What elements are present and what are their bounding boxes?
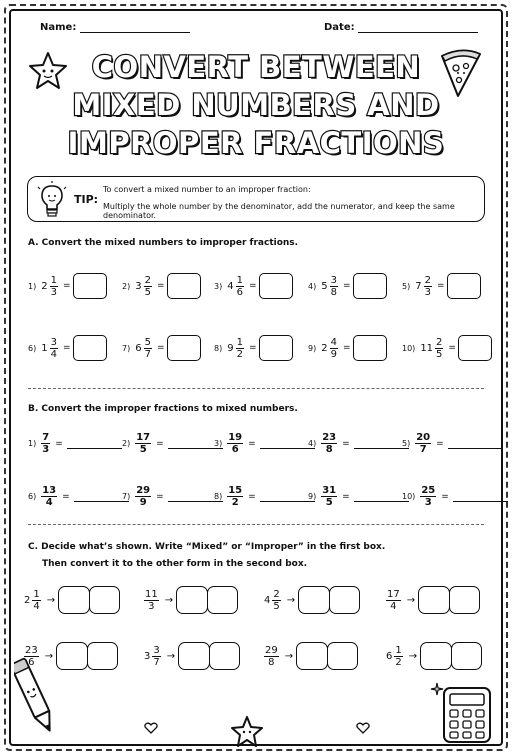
fraction [24,645,39,668]
improper-problem [214,485,315,508]
fraction [41,485,57,508]
numerator: 17 [136,432,151,443]
conversion-box[interactable] [449,586,481,614]
arrow-icon: → [164,594,174,606]
whole-number: 3 [135,280,142,292]
date-label: Date: [324,22,355,33]
answer-line[interactable] [260,438,315,449]
answer-box[interactable] [167,273,201,299]
fraction [135,485,151,508]
arrow-icon: → [406,594,416,606]
section-divider [28,524,484,525]
fraction [144,337,152,360]
equals-sign: = [156,491,164,502]
answer-box[interactable] [167,335,201,361]
numerator: 7 [42,432,50,443]
fraction [272,589,280,612]
whole-number: 6 [135,342,142,354]
conversion-box[interactable] [207,586,239,614]
conversion-box[interactable] [451,642,483,670]
whole-number: 9 [227,342,234,354]
fraction [321,485,337,508]
answer-line[interactable] [260,491,315,502]
denominator: 4 [390,600,397,612]
mixed-problem [308,335,387,361]
lightbulb-icon [36,181,68,219]
mixed-problem [28,273,107,299]
answer-line[interactable] [448,438,503,449]
denominator: 5 [325,497,333,508]
arrow-icon: → [166,650,176,662]
type-box[interactable] [298,586,330,614]
problem-number: 10) [402,343,416,353]
fraction [144,275,152,298]
improper-problem [308,432,409,455]
denominator: 3 [42,444,50,455]
fraction [50,275,58,298]
whole-number: 11 [420,342,434,354]
improper-problem [28,485,129,508]
answer-box[interactable] [447,273,481,299]
type-box[interactable] [56,642,88,670]
denominator: 2 [395,656,402,668]
whole-number: 7 [415,280,422,292]
whole-number: 3 [144,650,151,662]
numerator: 15 [228,485,243,496]
numerator: 1 [236,336,243,348]
equals-sign: = [55,438,63,449]
mixed-problem [214,273,293,299]
fraction [236,275,244,298]
numerator: 2 [436,336,443,348]
name-field [40,22,190,33]
problem-number: 2) [122,281,131,291]
whole-number: 2 [41,280,48,292]
numerator: 29 [136,485,151,496]
equals-sign: = [248,281,257,291]
equals-sign: = [342,343,351,353]
answer-box[interactable] [73,273,107,299]
numerator: 1 [236,274,243,286]
equals-sign: = [248,343,257,353]
whole-number: 2 [321,342,328,354]
fraction [32,589,40,612]
conversion-box[interactable] [89,586,121,614]
answer-box-pair [56,642,118,670]
numerator: 17 [387,588,400,600]
numerator: 23 [322,432,337,443]
date-field [324,22,478,33]
problem-number: 2) [122,439,131,448]
improper-problem [402,485,508,508]
mixed-problem [28,335,107,361]
section-a-heading: A. Convert the mixed numbers to improper fractions. [28,238,299,248]
name-line[interactable] [80,32,190,33]
type-box[interactable] [58,586,90,614]
answer-box[interactable] [259,273,293,299]
denominator: 5 [273,600,280,612]
equals-sign: = [436,281,445,291]
fraction [264,645,279,668]
arrow-icon: → [46,594,56,606]
numerator: 2 [273,588,280,600]
mixed-problem [122,335,201,361]
problem-number: 4) [308,281,317,291]
decide-problem [386,586,480,614]
equals-sign: = [156,281,165,291]
arrow-icon: → [408,650,418,662]
section-c-heading-2: Then convert it to the other form in the second box. [42,559,308,569]
equals-sign: = [62,491,70,502]
fraction [50,337,58,360]
denominator: 9 [330,348,337,360]
numerator: 1 [395,644,402,656]
problem-number: 9) [308,492,317,501]
numerator: 4 [330,336,337,348]
fraction [144,589,159,612]
equals-sign: = [248,438,256,449]
equals-sign: = [62,281,71,291]
answer-box-pair [418,586,480,614]
type-box[interactable] [178,642,210,670]
problem-number: 9) [308,343,317,353]
fraction [435,337,443,360]
problem-number: 7) [122,492,131,501]
answer-line[interactable] [74,491,129,502]
numerator: 1 [33,588,40,600]
fraction [41,432,50,455]
numerator: 19 [228,432,243,443]
answer-line[interactable] [354,491,409,502]
problem-number: 4) [308,439,317,448]
mixed-problem [308,273,387,299]
improper-problem [122,485,223,508]
answer-line[interactable] [453,491,508,502]
denominator: 2 [236,348,243,360]
numerator: 23 [25,644,38,656]
equals-sign: = [342,438,350,449]
answer-box-pair [296,642,358,670]
equals-sign: = [441,491,449,502]
decide-problem [144,642,240,670]
problem-number: 10) [402,492,416,501]
decide-problem [264,642,358,670]
fraction [394,645,402,668]
decide-problem [144,586,238,614]
type-box[interactable] [296,642,328,670]
fraction [227,432,243,455]
numerator: 3 [153,644,160,656]
numerator: 20 [416,432,431,443]
problem-number: 7) [122,343,131,353]
numerator: 25 [421,485,436,496]
conversion-box[interactable] [327,642,359,670]
improper-problem [214,432,315,455]
fraction [321,432,337,455]
answer-line[interactable] [67,438,122,449]
denominator: 4 [50,348,57,360]
fraction [227,485,243,508]
improper-problem [402,432,503,455]
mixed-problem [402,335,492,361]
problem-number: 6) [28,343,37,353]
tip-label: TIP: [74,193,99,206]
heart-icon [144,722,158,734]
type-box[interactable] [420,642,452,670]
page-title [60,48,452,162]
answer-box-pair [176,586,238,614]
denominator: 5 [436,348,443,360]
denominator: 6 [28,656,35,668]
answer-box[interactable] [259,335,293,361]
arrow-icon: → [44,650,54,662]
denominator: 7 [144,348,151,360]
problem-number: 3) [214,439,223,448]
whole-number: 1 [41,342,48,354]
title-line-3: IMPROPER FRACTIONS [67,126,445,160]
denominator: 2 [231,497,239,508]
equals-sign: = [62,343,71,353]
equals-sign: = [342,491,350,502]
answer-box-pair [420,642,482,670]
fraction [386,589,401,612]
arrow-icon: → [286,594,296,606]
denominator: 3 [424,286,431,298]
decide-problem [24,642,118,670]
tip-line-2: Multiply the whole number by the denominator, add the numerator, and keep the same denominator. [103,202,455,220]
problem-number: 5) [402,281,411,291]
equals-sign: = [248,491,256,502]
fraction [330,337,338,360]
problem-number: 6) [28,492,37,501]
denominator: 8 [268,656,275,668]
denominator: 3 [50,286,57,298]
equals-sign: = [448,343,456,353]
whole-number: 6 [386,650,393,662]
date-line[interactable] [358,32,478,33]
improper-problem [308,485,409,508]
numerator: 31 [322,485,337,496]
title-line-1: CONVERT BETWEEN [91,50,421,84]
fraction [420,485,436,508]
arrow-icon: → [284,650,294,662]
numerator: 2 [424,274,431,286]
equals-sign: = [436,438,444,449]
denominator: 6 [236,286,243,298]
section-divider [28,388,484,389]
denominator: 4 [33,600,40,612]
numerator: 5 [144,336,151,348]
denominator: 9 [139,497,147,508]
whole-number: 4 [264,594,271,606]
tip-line-1: To convert a mixed number to an improper fraction: [103,185,311,194]
improper-problem [122,432,223,455]
denominator: 3 [148,600,155,612]
numerator: 3 [330,274,337,286]
whole-number: 4 [227,280,234,292]
numerator: 13 [42,485,57,496]
answer-box[interactable] [353,335,387,361]
decide-problem [386,642,482,670]
name-label: Name: [40,22,77,33]
improper-problem [28,432,122,455]
denominator: 6 [231,444,239,455]
fraction [330,275,338,298]
fraction [415,432,431,455]
decide-problem [24,586,120,614]
numerator: 29 [265,644,278,656]
problem-number: 5) [402,439,411,448]
denominator: 3 [424,497,432,508]
conversion-box[interactable] [209,642,241,670]
whole-number: 5 [321,280,328,292]
denominator: 8 [330,286,337,298]
decide-problem [264,586,360,614]
equals-sign: = [156,343,165,353]
numerator: 2 [144,274,151,286]
mixed-problem [402,273,481,299]
type-box[interactable] [418,586,450,614]
title-line-2: MIXED NUMBERS AND [72,88,440,122]
tip-box [27,176,485,222]
denominator: 7 [419,444,427,455]
numerator: 1 [50,274,57,286]
denominator: 5 [144,286,151,298]
type-box[interactable] [176,586,208,614]
answer-box[interactable] [353,273,387,299]
problem-number: 1) [28,281,37,291]
denominator: 5 [139,444,147,455]
whole-number: 2 [24,594,31,606]
conversion-box[interactable] [87,642,119,670]
numerator: 3 [50,336,57,348]
heart-icon [356,722,370,734]
mixed-problem [214,335,293,361]
answer-box[interactable] [73,335,107,361]
problem-number: 3) [214,281,223,291]
problem-number: 1) [28,439,37,448]
equals-sign: = [156,438,164,449]
conversion-box[interactable] [329,586,361,614]
denominator: 7 [153,656,160,668]
fraction [135,432,151,455]
answer-box-pair [178,642,240,670]
calculator-icon [438,684,496,746]
answer-box-pair [298,586,360,614]
section-b-heading: B. Convert the improper fractions to mixed numbers. [28,404,298,414]
denominator: 4 [45,497,53,508]
problem-number: 8) [214,492,223,501]
answer-box-pair [58,586,120,614]
equals-sign: = [342,281,351,291]
answer-box[interactable] [458,335,492,361]
answer-line[interactable] [354,438,409,449]
problem-number: 8) [214,343,223,353]
fraction [152,645,160,668]
fraction [424,275,432,298]
denominator: 8 [325,444,333,455]
sparkle-icon [430,682,444,696]
fraction [236,337,244,360]
section-c-heading-1: C. Decide what’s shown. Write “Mixed” or “Improper” in the first box. [28,542,386,552]
mixed-problem [122,273,201,299]
numerator: 11 [145,588,158,600]
bottom-star-icon [228,714,266,750]
